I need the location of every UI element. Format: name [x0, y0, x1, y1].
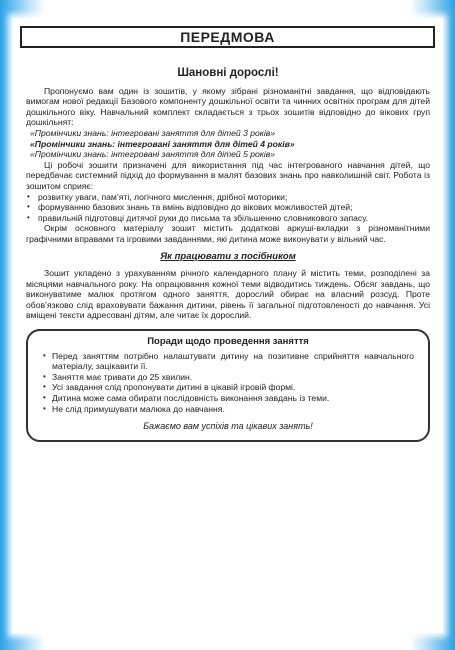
extra-paragraph: Окрім основного матеріалу зошит містить додаткові аркуші-вкладки з різноманітними графічними вправами та ігровими завданнями, які дитина може виконувати у вільний час. [26, 223, 430, 244]
tips-box [26, 329, 430, 442]
closing-wish: Бажаємо вам успіхів та цікавих занять! [143, 421, 313, 432]
list-item: • Дитина може сама обирати послідовність виконання завдань із теми. [42, 393, 414, 404]
preface-content [26, 68, 430, 442]
book-title-2: «Промінчики знань: інтегровані заняття для дітей 4 років» [30, 138, 295, 149]
benefits-list [26, 192, 430, 224]
book-title-3: «Промінчики знань: інтегровані заняття для дітей 5 років» [30, 149, 276, 160]
list-item: • розвитку уваги, пам’яті, логічного мислення, дрібної моторики; [26, 192, 430, 203]
intro-paragraph: Пропонуємо вам один із зошитів, у якому зібрані різноманітні завдання, що відповідають вимогам нової редакції Базового компоненту дошкільної освіти та чинних освітніх програм для дітей дошкільного віку. Навчальний комплект складається з трьох зошитів відповідно до вікових груп дошкільнят: [26, 85, 430, 128]
list-item: • Усі завдання слід пропонувати дитині в цікавій ігровій формі. [42, 382, 414, 393]
list-item: • Перед заняттям потрібно налаштувати дитину на позитивне сприйняття навчального матеріалу, зацікавити її. [42, 351, 414, 372]
list-item: • правильній підготовці дитячої руки до письма та збільшенню словникового запасу. [26, 213, 430, 224]
list-item: • формуванню базових знань та вмінь відповідно до вікових можливостей дітей; [26, 202, 430, 213]
list-item: • Не слід примушувати малюка до навчання. [42, 404, 414, 415]
greeting-heading: Шановні дорослі! [177, 67, 279, 79]
book-title-1: «Промінчики знань: інтегровані заняття для дітей 3 років» [30, 127, 276, 138]
purpose-paragraph: Ці робочі зошити призначені для використання під час інтегрованого навчання дітей, що передбачає системний підхід до формування в малят базових знань про навколишній світ. Робота із зошитом сприяє: [26, 159, 430, 191]
how-to-paragraph: Зошит укладено з урахуванням річного календарного плану й містить теми, розподілені за місяцями навчального року. На опрацювання кожної теми відводитись тиждень. Обсяг завдань, що виконуватиме малюк протягом одного заняття, дорослий обирає на власний розсуд. Проте обов’язково слід враховувати бажання дитини, рівень її загальної підготовленості до навчання. Усі вміщені тексти адресовані дітям, але читає їх дорослий. [26, 268, 430, 321]
tips-heading: Поради щодо проведення заняття [147, 336, 309, 348]
list-item: • Заняття має тривати до 25 хвилин. [42, 372, 414, 383]
page-title: ПЕРЕДМОВА [20, 26, 435, 48]
tips-list [42, 351, 414, 415]
how-to-heading: Як працювати з посібником [160, 250, 296, 262]
